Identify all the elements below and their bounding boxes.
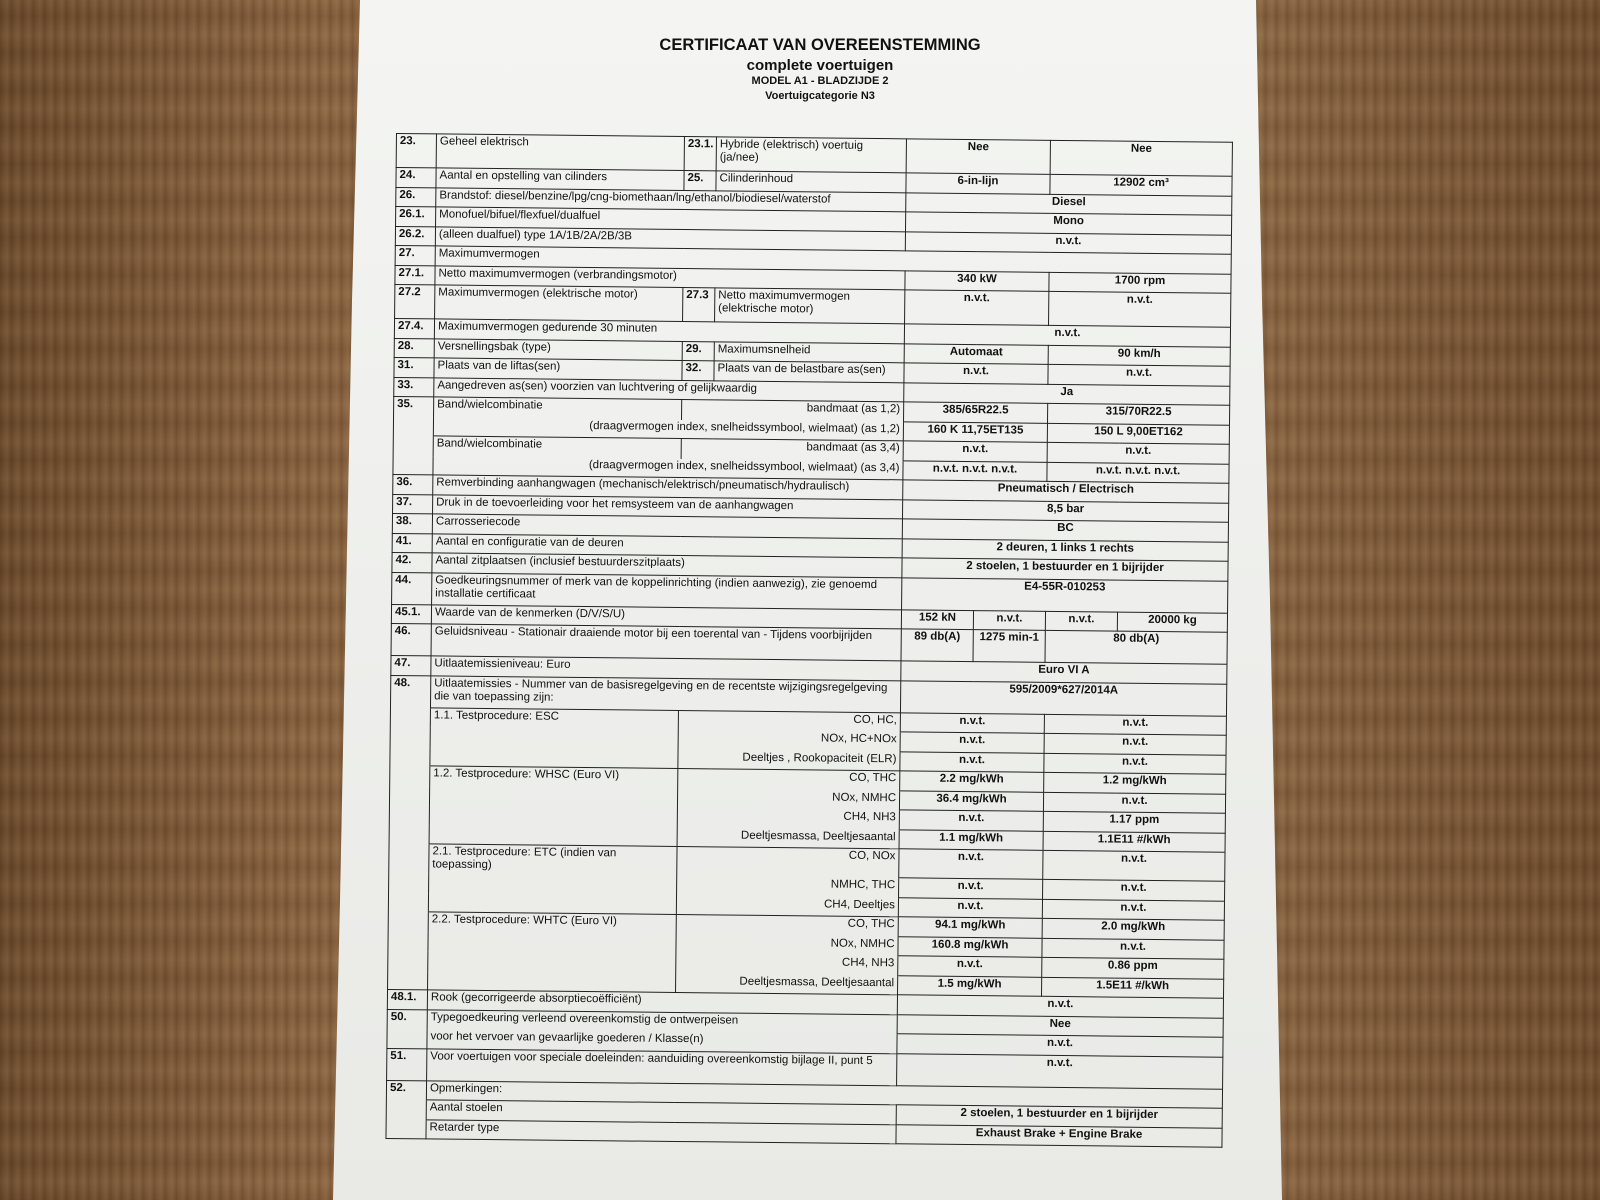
row-label: Aantal stoelen bbox=[426, 1100, 896, 1124]
empty-cell bbox=[430, 727, 678, 749]
value-cell: n.v.t. bbox=[1047, 442, 1229, 463]
row-label: Aantal zitplaatsen (inclusief bestuurderszitplaats) bbox=[432, 553, 902, 577]
row-num: 44. bbox=[392, 572, 432, 604]
row-num: 35. bbox=[394, 396, 434, 416]
value-cell: n.v.t. bbox=[897, 1034, 1223, 1057]
value-cell: Diesel bbox=[906, 192, 1232, 215]
empty-cell bbox=[430, 746, 678, 768]
empty-cell bbox=[388, 911, 428, 931]
value-cell: n.v.t. bbox=[899, 878, 1043, 899]
row-num: 23. bbox=[396, 134, 436, 168]
row-num: 48.1. bbox=[387, 989, 427, 1009]
row-label: Plaats van de belastbare as(sen) bbox=[714, 361, 904, 382]
row-label: Retarder type bbox=[426, 1119, 896, 1143]
row-num: 47. bbox=[391, 655, 431, 675]
row-num: 27.2 bbox=[395, 284, 435, 318]
value-cell: n.v.t. bbox=[899, 810, 1043, 831]
row-num: 26.2. bbox=[395, 226, 435, 246]
row-num: 38. bbox=[392, 513, 432, 533]
value-cell: n.v.t. bbox=[1043, 792, 1225, 813]
test-title: 2.2. Testprocedure: WHTC (Euro VI) bbox=[428, 912, 676, 934]
value-cell: n.v.t. bbox=[1042, 938, 1224, 959]
row-num: 41. bbox=[392, 533, 432, 553]
document-title: CERTIFICAAT VAN OVEREENSTEMMING bbox=[659, 36, 981, 54]
row-num: 27.1. bbox=[395, 265, 435, 285]
value-cell: Nee bbox=[1050, 140, 1232, 176]
value-cell: 1.5E11 #/kWh bbox=[1042, 977, 1224, 998]
row-label: voor het vervoer van gevaarlijke goederen / Klasse(n) bbox=[427, 1029, 897, 1053]
empty-cell bbox=[393, 455, 433, 475]
row-num: 25. bbox=[684, 171, 716, 191]
value-cell: n.v.t. bbox=[1048, 364, 1230, 385]
row-label: Voor voertuigen voor speciale doeleinden: aanduiding overeenkomstig bijlage II, punt 5 bbox=[427, 1048, 897, 1085]
empty-cell bbox=[389, 824, 429, 844]
empty-cell bbox=[429, 873, 677, 895]
value-cell: 90 km/h bbox=[1048, 345, 1230, 366]
row-label: (alleen dualfuel) type 1A/1B/2A/2B/3B bbox=[435, 226, 905, 250]
value-cell: 6-in-lijn bbox=[906, 173, 1050, 194]
value-cell: n.v.t. bbox=[898, 956, 1042, 977]
empty-cell bbox=[393, 435, 433, 455]
value-cell: Exhaust Brake + Engine Brake bbox=[896, 1124, 1222, 1147]
row-label: Uitlaatemissies - Nummer van de basisregelgeving en de recentste wijzigingsregelgeving die van toepassing zijn: bbox=[430, 675, 900, 712]
value-cell: n.v.t. bbox=[898, 897, 1042, 918]
pollutant-label: CH4, Deeltjes bbox=[676, 895, 898, 917]
row-label: Maximumvermogen gedurende 30 minuten bbox=[434, 319, 904, 343]
value-cell: 315/70R22.5 bbox=[1048, 403, 1230, 424]
value-cell: 2 stoelen, 1 bestuurder en 1 bijrijder bbox=[902, 558, 1228, 581]
value-cell: 12902 cm³ bbox=[1050, 174, 1232, 195]
value-cell: n.v.t. bbox=[1049, 291, 1231, 327]
empty-cell bbox=[390, 746, 430, 766]
row-label: Uitlaatemissieniveau: Euro bbox=[431, 656, 901, 680]
value-cell: n.v.t. bbox=[1042, 899, 1224, 920]
empty-cell bbox=[390, 707, 430, 727]
value-cell: Mono bbox=[905, 212, 1231, 235]
empty-cell bbox=[386, 1099, 426, 1119]
empty-cell bbox=[389, 785, 429, 805]
row-label: Band/wielcombinatie bbox=[434, 397, 682, 419]
row-label: Aantal en opstelling van cilinders bbox=[436, 168, 684, 190]
value-cell: n.v.t. bbox=[1043, 850, 1225, 881]
value-cell: n.v.t. bbox=[900, 751, 1044, 772]
spec-table-wrap bbox=[385, 133, 1231, 1148]
pollutant-label: CO, HC, bbox=[678, 710, 900, 732]
value-cell: 160 K 11,75ET135 bbox=[903, 421, 1047, 442]
value-cell: 160.8 mg/kWh bbox=[898, 936, 1042, 957]
value-cell: n.v.t. bbox=[1044, 714, 1226, 735]
row-sublabel: (draagvermogen index, snelheidssymbool, wielmaat) (as 1,2) bbox=[433, 416, 903, 440]
row-label: Druk in de toevoerleiding voor het remsysteem van de aanhangwagen bbox=[433, 494, 903, 518]
row-label: Goedkeuringsnummer of merk van de koppelinrichting (indien aanwezig), zie genoemd installatie certificaat bbox=[432, 572, 902, 609]
row-num: 36. bbox=[393, 474, 433, 494]
value-cell: 595/2009*627/2014A bbox=[900, 680, 1226, 715]
pollutant-label: Deeltjesmassa, Deeltjesaantal bbox=[677, 827, 899, 849]
value-cell: 1275 min-1 bbox=[973, 630, 1045, 663]
row-num: 29. bbox=[682, 341, 714, 361]
row-sublabel: bandmaat (as 3,4) bbox=[681, 439, 903, 461]
value-cell: n.v.t. bbox=[1045, 611, 1117, 631]
value-cell: 1.2 mg/kWh bbox=[1044, 772, 1226, 793]
value-cell: BC bbox=[902, 519, 1228, 542]
value-cell: n.v.t. n.v.t. n.v.t. bbox=[903, 460, 1047, 481]
model-page: MODEL A1 - BLADZIJDE 2 bbox=[751, 75, 889, 87]
value-cell: 385/65R22.5 bbox=[904, 402, 1048, 423]
empty-cell bbox=[388, 950, 428, 970]
value-cell: 36.4 mg/kWh bbox=[899, 790, 1043, 811]
value-cell: 1.5 mg/kWh bbox=[898, 975, 1042, 996]
value-cell: Automaat bbox=[904, 343, 1048, 364]
pollutant-label: Deeltjesmassa, Deeltjesaantal bbox=[676, 973, 898, 995]
value-cell: 1.1E11 #/kWh bbox=[1043, 831, 1225, 852]
value-cell: 8,5 bar bbox=[902, 499, 1228, 522]
empty-cell bbox=[428, 892, 676, 914]
value-cell: 2.2 mg/kWh bbox=[900, 771, 1044, 792]
empty-cell bbox=[388, 892, 428, 912]
test-title: 1.2. Testprocedure: WHSC (Euro VI) bbox=[430, 766, 678, 788]
empty-cell bbox=[428, 931, 676, 953]
pollutant-label: NOx, NMHC bbox=[677, 788, 899, 810]
value-cell: E4-55R-010253 bbox=[902, 577, 1228, 612]
value-cell: 2 stoelen, 1 bestuurder en 1 bijrijder bbox=[896, 1105, 1222, 1128]
test-title: 1.1. Testprocedure: ESC bbox=[430, 707, 678, 729]
value-cell: n.v.t. bbox=[897, 995, 1223, 1018]
row-label: Geheel elektrisch bbox=[436, 134, 684, 171]
value-cell: 1700 rpm bbox=[1049, 272, 1231, 293]
row-label: Plaats van de liftas(sen) bbox=[434, 358, 682, 380]
value-cell: n.v.t. bbox=[904, 363, 1048, 384]
value-cell: 80 db(A) bbox=[1045, 630, 1227, 664]
value-cell: Ja bbox=[904, 382, 1230, 405]
empty-cell bbox=[388, 931, 428, 951]
row-num: 24. bbox=[396, 168, 436, 188]
row-label: Geluidsniveau - Stationair draaiende motor bij een toerental van - Tijdens voorbijrijden bbox=[431, 624, 901, 661]
value-cell: Nee bbox=[906, 139, 1050, 175]
empty-cell bbox=[388, 970, 428, 990]
value-cell: 1.1 mg/kWh bbox=[899, 829, 1043, 850]
row-num: 37. bbox=[393, 494, 433, 514]
value-cell: 2 deuren, 1 links 1 rechts bbox=[902, 538, 1228, 561]
empty-cell bbox=[390, 726, 430, 746]
row-num: 48. bbox=[390, 675, 430, 707]
row-num: 27. bbox=[395, 245, 435, 265]
row-label: Waarde van de kenmerken (D/V/S/U) bbox=[431, 604, 901, 628]
row-num: 32. bbox=[682, 361, 714, 381]
row-label: Brandstof: diesel/benzine/lpg/cng-biomethaan/lng/ethanol/biodiesel/waterstof bbox=[436, 187, 906, 211]
row-label: Monofuel/bifuel/flexfuel/dualfuel bbox=[436, 207, 906, 231]
value-cell: Pneumatisch / Electrisch bbox=[903, 480, 1229, 503]
empty-cell bbox=[390, 765, 430, 785]
pollutant-label: CO, THC bbox=[678, 768, 900, 790]
pollutant-label: NMHC, THC bbox=[677, 875, 899, 897]
value-cell: 0.86 ppm bbox=[1042, 957, 1224, 978]
row-label: Typegoedkeuring verleend overeenkomstig de ontwerpeisen bbox=[427, 1009, 897, 1033]
row-num: 42. bbox=[392, 552, 432, 572]
value-cell: n.v.t. bbox=[1044, 733, 1226, 754]
row-label: Hybride (elektrisch) voertuig (ja/nee) bbox=[716, 137, 906, 173]
pollutant-label: CO, NOx bbox=[677, 846, 899, 877]
pollutant-label: CH4, NH3 bbox=[677, 807, 899, 829]
value-cell: 340 kW bbox=[905, 270, 1049, 291]
row-num: 50. bbox=[387, 1009, 427, 1029]
row-label: Aantal en configuratie van de deuren bbox=[432, 533, 902, 557]
value-cell: n.v.t. bbox=[897, 1053, 1223, 1088]
value-cell: n.v.t. bbox=[905, 290, 1049, 326]
row-num: 31. bbox=[394, 357, 434, 377]
value-cell: n.v.t. bbox=[899, 849, 1043, 880]
empty-cell bbox=[387, 1028, 427, 1048]
vehicle-category: Voertuigcategorie N3 bbox=[765, 90, 875, 102]
row-label: Rook (gecorrigeerde absorptiecoëfficiënt) bbox=[427, 990, 897, 1014]
row-label: Maximumvermogen (elektrische motor) bbox=[435, 285, 683, 322]
value-cell: n.v.t. bbox=[905, 231, 1231, 254]
pollutant-label: Deeltjes , Rookopaciteit (ELR) bbox=[678, 749, 900, 771]
empty-cell bbox=[429, 805, 677, 827]
empty-cell bbox=[386, 1119, 426, 1139]
value-cell: 1.17 ppm bbox=[1043, 811, 1225, 832]
row-label: Cilinderinhoud bbox=[716, 171, 906, 192]
row-label: Versnellingsbak (type) bbox=[434, 338, 682, 360]
row-label: Remverbinding aanhangwagen (mechanisch/elektrisch/pneumatisch/hydraulisch) bbox=[433, 475, 903, 499]
value-cell: n.v.t. bbox=[1043, 879, 1225, 900]
row-label: Band/wielcombinatie bbox=[433, 436, 681, 458]
value-cell: n.v.t. n.v.t. n.v.t. bbox=[1047, 462, 1229, 483]
row-num: 45.1. bbox=[391, 604, 431, 624]
pollutant-label: NOx, HC+NOx bbox=[678, 729, 900, 751]
pollutant-label: CH4, NH3 bbox=[676, 953, 898, 975]
value-cell: n.v.t. bbox=[973, 610, 1045, 630]
value-cell: Nee bbox=[897, 1014, 1223, 1037]
value-cell: n.v.t. bbox=[1044, 753, 1226, 774]
row-label: Maximumvermogen bbox=[435, 246, 1231, 274]
row-label: Maximumsnelheid bbox=[714, 341, 904, 362]
empty-cell bbox=[389, 843, 429, 872]
value-cell: 20000 kg bbox=[1117, 612, 1227, 633]
value-cell: 2.0 mg/kWh bbox=[1042, 918, 1224, 939]
spec-table bbox=[385, 133, 1233, 1148]
row-num: 51. bbox=[387, 1048, 427, 1080]
row-num: 46. bbox=[391, 623, 431, 655]
row-label: Netto maximumvermogen (verbrandingsmotor) bbox=[435, 265, 905, 289]
pollutant-label: CO, THC bbox=[676, 914, 898, 936]
empty-cell bbox=[429, 785, 677, 807]
value-cell: n.v.t. bbox=[900, 732, 1044, 753]
empty-cell bbox=[428, 951, 676, 973]
row-num: 52. bbox=[386, 1080, 426, 1100]
test-title: 2.1. Testprocedure: ETC (indien van toepassing) bbox=[429, 844, 677, 876]
row-num: 26. bbox=[396, 187, 436, 207]
value-cell: 152 kN bbox=[901, 609, 973, 629]
row-num: 23.1. bbox=[684, 137, 716, 171]
row-label: Carrosseriecode bbox=[432, 514, 902, 538]
row-num: 33. bbox=[394, 377, 434, 397]
row-label: Netto maximumvermogen (elektrische motor) bbox=[715, 288, 905, 324]
row-sublabel: (draagvermogen index, snelheidssymbool, wielmaat) (as 3,4) bbox=[433, 455, 903, 479]
document-subtitle: complete voertuigen bbox=[746, 57, 894, 74]
empty-cell bbox=[389, 804, 429, 824]
value-cell: n.v.t. bbox=[904, 324, 1230, 347]
value-cell: 89 db(A) bbox=[901, 629, 973, 662]
row-num: 26.1. bbox=[396, 207, 436, 227]
row-num: 27.4. bbox=[394, 318, 434, 338]
row-label: Opmerkingen: bbox=[426, 1080, 1222, 1108]
row-label: Aangedreven as(sen) voorzien van luchtvering of gelijkwaardig bbox=[434, 377, 904, 401]
pollutant-label: NOx, NMHC bbox=[676, 934, 898, 956]
row-sublabel: bandmaat (as 1,2) bbox=[682, 400, 904, 422]
empty-cell bbox=[393, 416, 433, 436]
row-num: 27.3 bbox=[683, 288, 715, 322]
empty-cell bbox=[389, 872, 429, 892]
value-cell: n.v.t. bbox=[903, 441, 1047, 462]
value-cell: Euro VI A bbox=[901, 661, 1227, 684]
row-num: 28. bbox=[394, 338, 434, 358]
value-cell: 150 L 9,00ET162 bbox=[1047, 423, 1229, 444]
empty-cell bbox=[429, 824, 677, 846]
empty-cell bbox=[428, 970, 676, 992]
value-cell: n.v.t. bbox=[900, 712, 1044, 733]
value-cell: 94.1 mg/kWh bbox=[898, 917, 1042, 938]
